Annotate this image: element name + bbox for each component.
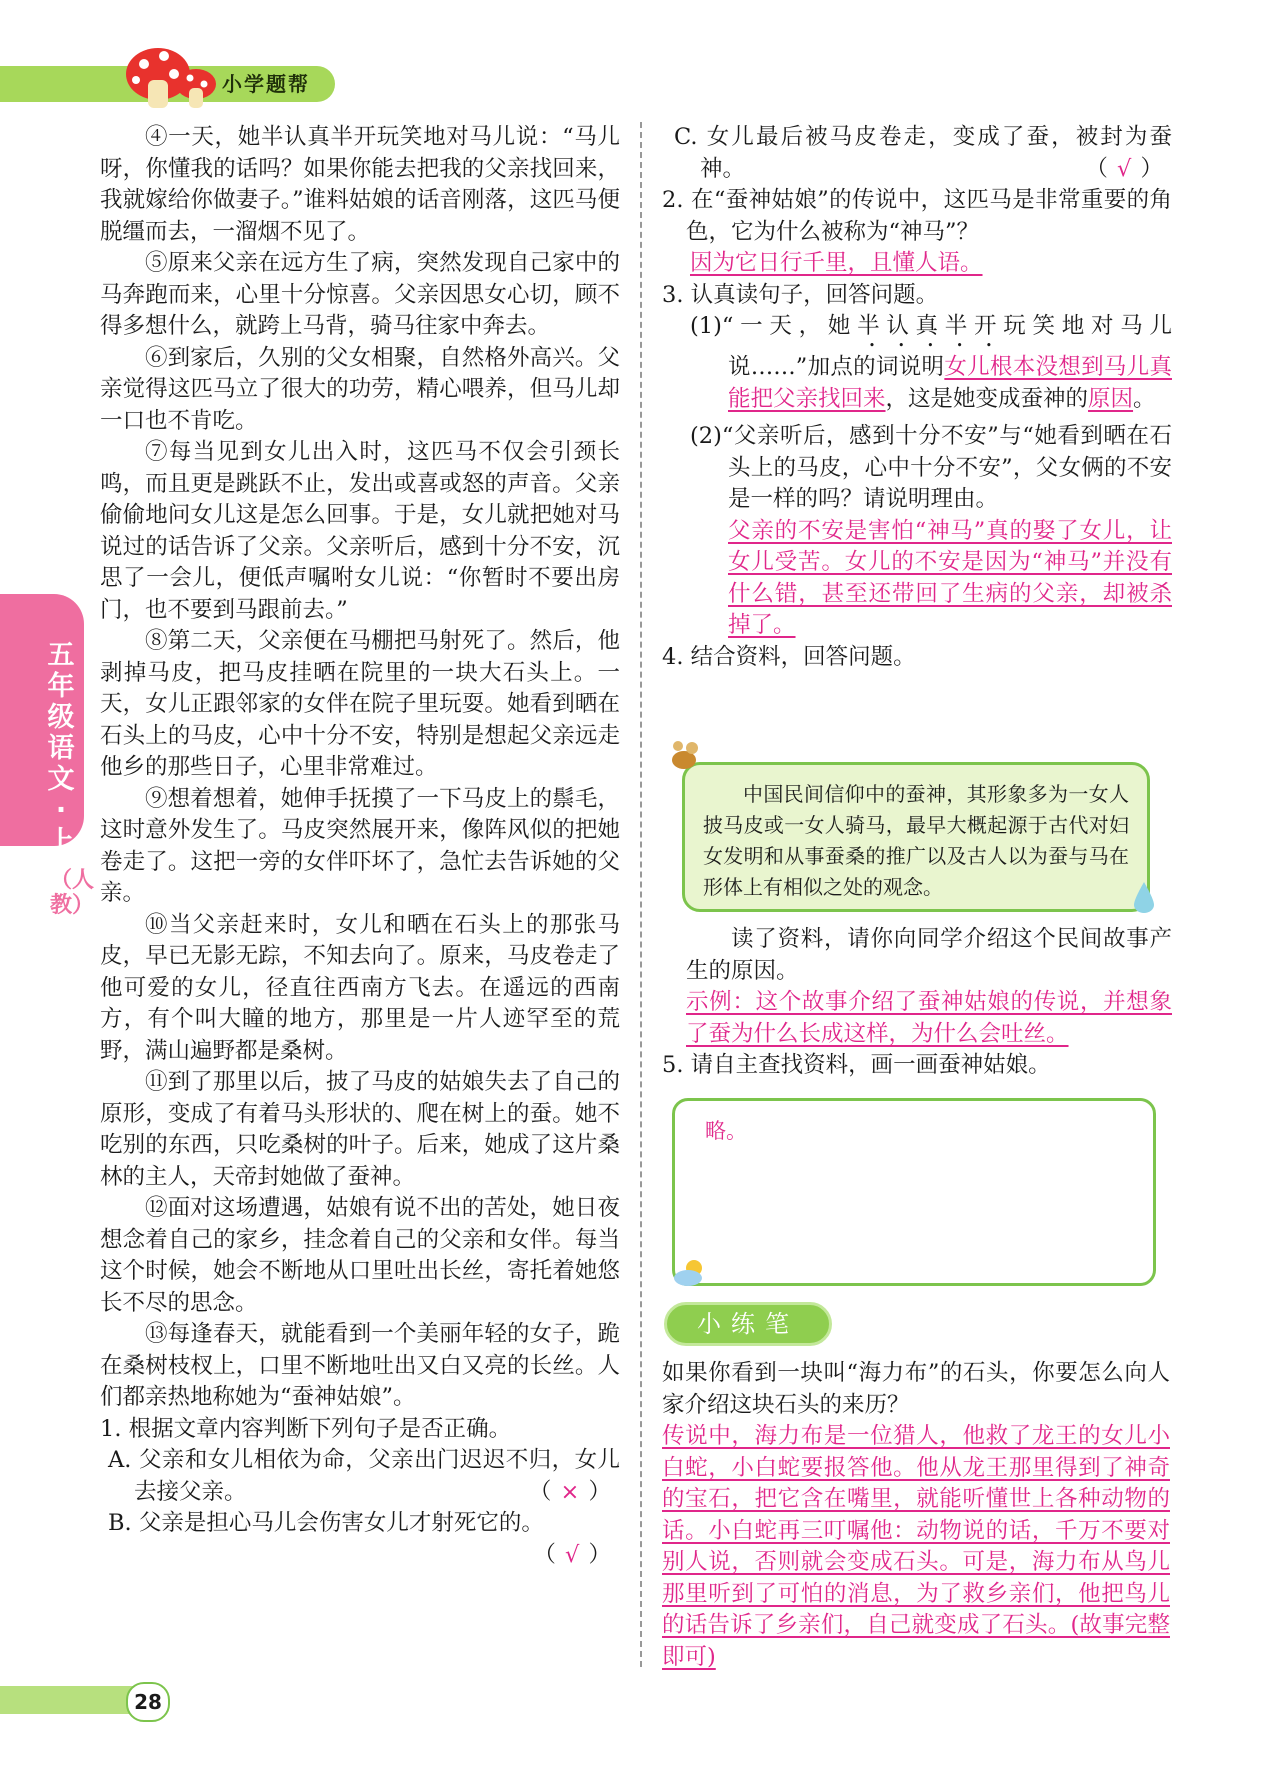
q3-1-text: (1)“一天，她	[690, 313, 858, 339]
questions-column	[662, 122, 1172, 673]
answer-text: 示例：这个故事介绍了蚕神姑娘的传说，并想象了蚕为什么长成这样，为什么会吐丝。	[686, 989, 1172, 1047]
reference-info-box	[682, 762, 1150, 912]
side-tab-edition: （人教）	[50, 868, 95, 918]
practice-label: 小练笔	[664, 1302, 832, 1346]
question-2-answer	[662, 248, 1172, 280]
option-b-mark: （ √ ）	[533, 1541, 612, 1568]
answer-text: 父亲的不安是害怕“神马”真的娶了女儿，让女儿受苦。女儿的不安是因为“神马”并没有什么错，甚至还带回了生病的父亲，却被杀掉了。	[728, 517, 1172, 638]
mushroom-logo-icon	[122, 44, 222, 110]
option-b-text: B. 父亲是担心马儿会伤害女儿才射死它的。	[108, 1510, 544, 1536]
answer-text: 女儿根本没想到马儿真能把父亲找回来	[728, 354, 1172, 412]
drawing-area[interactable]	[672, 1098, 1156, 1286]
story-paragraph: ⑨想着想着，她伸手抚摸了一下马皮上的鬃毛，这时意外发生了。马皮突然展开来，像阵风似的把她卷走了。这把一旁的女伴吓坏了，急忙去告诉她的父亲。	[100, 785, 620, 906]
story-paragraph: ⑧第二天，父亲便在马棚把马射死了。然后，他剥掉马皮，把马皮挂晒在院里的一块大石头上。一天，女儿正跟邻家的女伴在院子里玩耍。她看到晒在石头上的马皮，心中十分不安，特别是想起父亲远走他乡的那些日子，心里非常难过。	[100, 628, 620, 780]
question-5: 5. 请自主查找资料，画一画蚕神姑娘。	[662, 1052, 1051, 1078]
q3-1-text: ，这是她变成蚕神的	[885, 385, 1089, 412]
option-c-mark: （ √ ）	[1085, 155, 1164, 182]
check-mark: √	[565, 1541, 581, 1568]
practice-answer	[662, 1421, 1170, 1673]
story-paragraph: ⑬每逢春天，就能看到一个美丽年轻的女子，跪在桑树枝杈上，口里不断地吐出又白又亮的长丝。人们都亲热地称她为“蚕神姑娘”。	[100, 1321, 620, 1410]
header-title: 小学题帮	[222, 72, 310, 96]
question-3-2: (2)“父亲听后，感到十分不安”与“她看到晒在石头上的马皮，心中十分不安”，父女俩的不安是一样的吗？请说明理由。	[690, 423, 1172, 512]
question-1: 1. 根据文章内容判断下列句子是否正确。	[100, 1415, 512, 1442]
practice-section	[662, 1358, 1170, 1673]
q3-1-text: 。	[1133, 385, 1156, 412]
sun-cloud-icon	[672, 1256, 712, 1288]
question-3: 3. 认真读句子，回答问题。	[662, 281, 939, 308]
story-paragraph: ⑦每当见到女儿出入时，这匹马不仅会引颈长鸣，而且更是跳跃不止，发出或喜或怒的声音。父亲偷偷地问女儿这是怎么回事。于是，女儿就把她对马说过的话告诉了父亲。父亲听后，感到十分不安，沉思了一会儿，便低声嘱咐女儿说：“你暂时不要出房门，也不要到马跟前去。”	[100, 439, 620, 623]
question-3-2-answer	[662, 516, 1172, 642]
questions-column-lower	[662, 924, 1172, 1082]
story-paragraph: ⑫面对这场遭遇，姑娘有说不出的苦处，她日夜想念着自己的家乡，挂念着自己的父亲和女伴。每当这个时候，她会不断地从口里吐出长丝，寄托着她悠长不尽的思念。	[100, 1195, 620, 1316]
dotted-words: 半认真半开	[857, 313, 1004, 339]
story-paragraph: ⑥到家后，久别的父女相聚，自然格外高兴。父亲觉得这匹马立了很大的功劳，精心喂养，但马儿却一口也不肯吃。	[100, 344, 620, 434]
q3-1-text: 玩笑地对马儿说……”加点的词说明	[728, 313, 1172, 380]
answer-text: 传说中，海力布是一位猎人，他救了龙王的女儿小白蛇，小白蛇要报答他。他从龙王那里得到了神奇的宝石，把它含在嘴里，就能听懂世上各种动物的话。小白蛇再三叮嘱他：动物说的话，千万不要对别人说，否则就会变成石头。可是，海力布从鸟儿那里听到了可怕的消息，为了救乡亲们，他把鸟儿的话告诉了乡亲们，自己就变成了石头。(故事完整即可)	[662, 1423, 1170, 1670]
story-paragraph: ⑩当父亲赶来时，女儿和晒在石头上的那张马皮，早已无影无踪，不知去向了。原来，马皮卷走了他可爱的女儿，径直往西南方飞去。在遥远的西南方，有个叫大瞳的地方，那里是一片人迹罕至的荒野，满山遍野都是桑树。	[100, 911, 620, 1064]
question-1-option-c	[662, 122, 1172, 185]
story-paragraph: ⑪到了那里以后，披了马皮的姑娘失去了自己的原形，变成了有着马头形状的、爬在树上的蚕。她不吃别的东西，只吃桑树的叶子。后来，她成了这片桑林的主人，天帝封她做了蚕神。	[100, 1069, 620, 1190]
question-2: 2. 在“蚕神姑娘”的传说中，这匹马是非常重要的角色，它为什么被称为“神马”？	[662, 187, 1172, 245]
story-paragraph: ④一天，她半认真半开玩笑地对马儿说：“马儿呀，你懂我的话吗？如果你能去把我的父亲找回来，我就嫁给你做妻子。”谁料姑娘的话音刚落，这匹马便脱缰而去，一溜烟不见了。	[100, 124, 620, 245]
practice-question: 如果你看到一块叫“海力布”的石头，你要怎么向人家介绍这块石头的来历？	[662, 1360, 1170, 1418]
question-5-answer: 略。	[705, 1119, 747, 1143]
check-mark: √	[1117, 155, 1133, 182]
reference-info-text: 中国民间信仰中的蚕神，其形象多为一女人披马皮或一女人骑马，最早大概起源于古代对妇女发明和从事蚕桑的推广以及古人以为蚕与马在形体上有相似之处的观念。	[703, 782, 1129, 899]
question-4-answer	[662, 987, 1172, 1050]
story-paragraph: ⑤原来父亲在远方生了病，突然发现自己家中的马奔跑而来，心里十分惊喜。父亲因思女心切，顾不得多想什么，就跨上马背，骑马往家中奔去。	[100, 250, 620, 339]
question-4-prompt: 读了资料，请你向同学介绍这个民间故事产生的原因。	[686, 926, 1172, 984]
option-a-text: A. 父亲和女儿相依为命，父亲出门迟迟不归，女儿去接父亲。	[108, 1447, 620, 1505]
column-divider	[640, 122, 642, 1667]
mouse-decoration-icon	[668, 738, 702, 772]
page-number: 28	[126, 1682, 170, 1722]
question-1-option-b	[100, 1508, 620, 1568]
side-tab-grade-subject: 五年级语文·上	[47, 640, 75, 857]
answer-text: 因为它日行千里，且懂人语。	[690, 250, 983, 276]
question-4: 4. 结合资料，回答问题。	[662, 643, 916, 670]
question-3-1	[662, 311, 1172, 415]
story-column	[100, 122, 620, 1571]
option-a-mark: （ × ）	[528, 1478, 612, 1505]
water-drop-icon	[1130, 880, 1158, 914]
option-c-text: C. 女儿最后被马皮卷走，变成了蚕，被封为蚕神。	[674, 124, 1172, 182]
answer-text: 原因	[1088, 385, 1134, 412]
question-1-option-a	[100, 1445, 620, 1508]
wrong-mark: ×	[560, 1478, 581, 1505]
